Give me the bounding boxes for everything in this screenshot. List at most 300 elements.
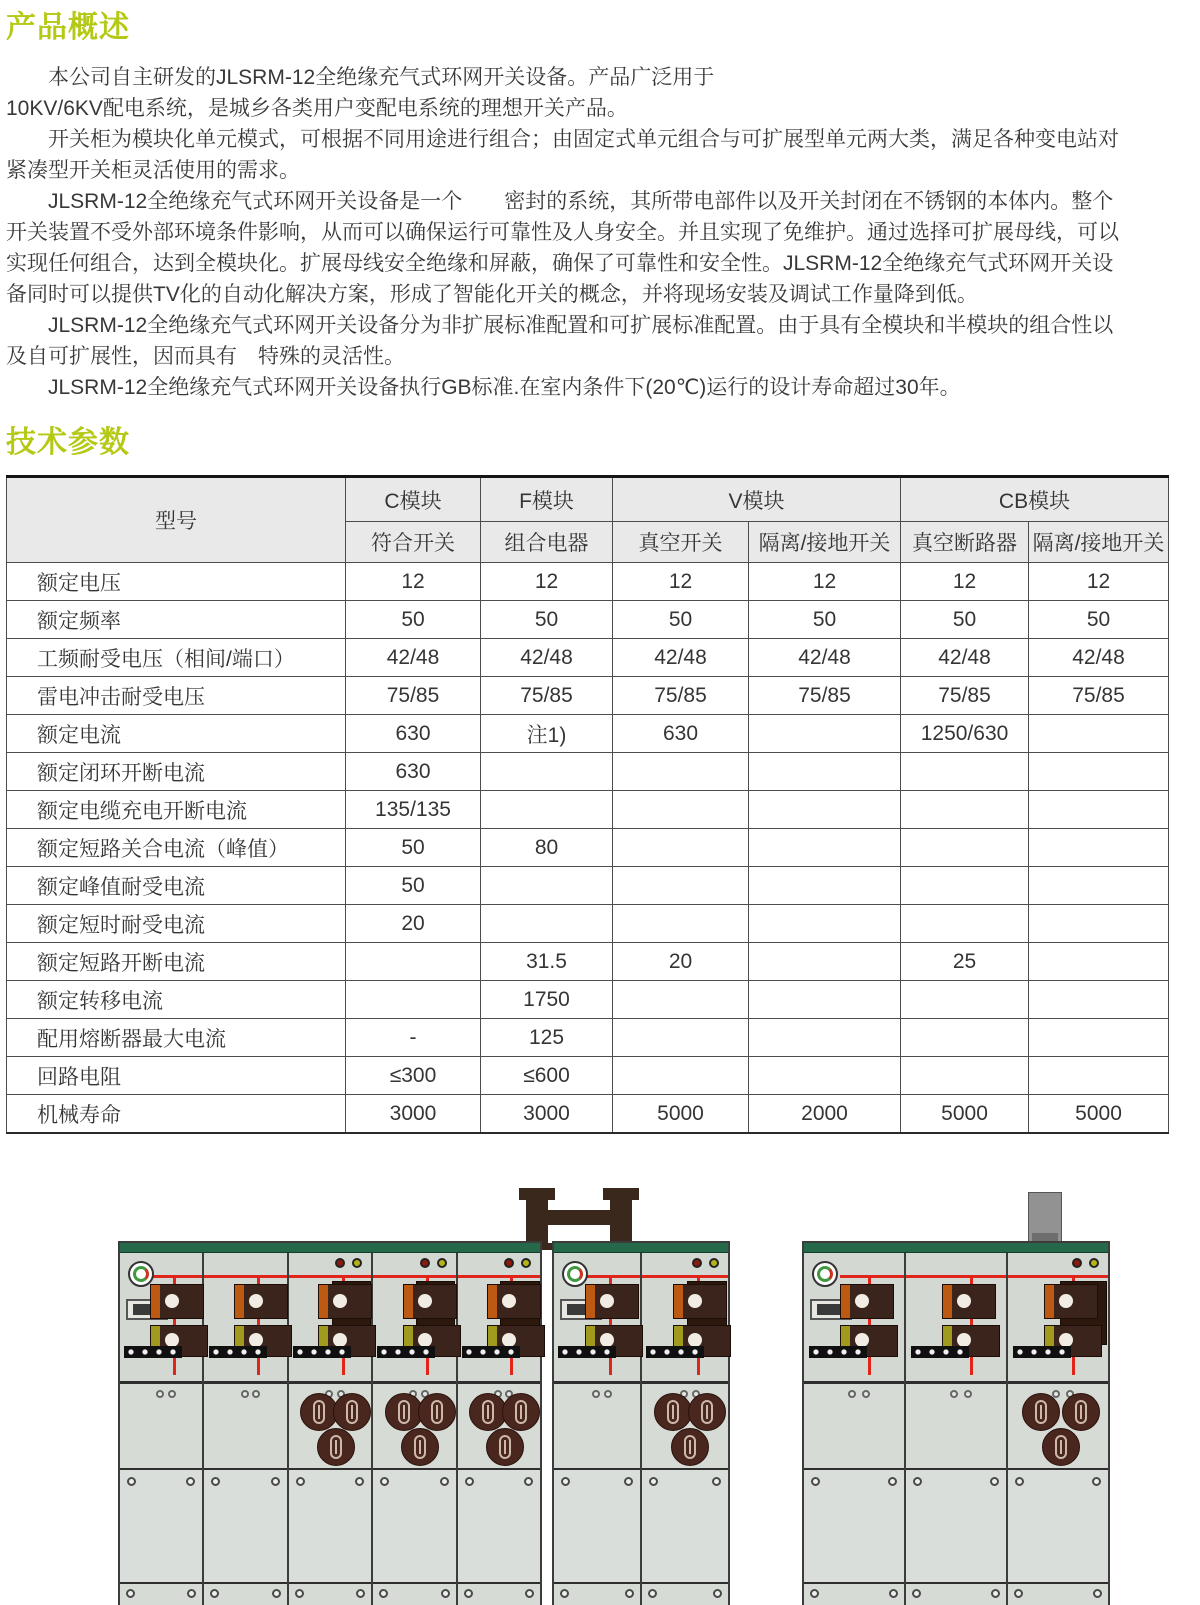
load-switch-icon bbox=[1044, 1284, 1098, 1319]
panel-foot bbox=[204, 1582, 286, 1605]
panel-foot bbox=[554, 1582, 640, 1605]
spec-cell: 20 bbox=[613, 943, 749, 981]
spec-cell: 50 bbox=[613, 601, 749, 639]
screw-icon bbox=[649, 1477, 658, 1486]
fuse-glyph bbox=[346, 1400, 358, 1424]
spec-cell: 25 bbox=[901, 943, 1029, 981]
panel-door bbox=[204, 1470, 286, 1582]
fuse-glyph bbox=[330, 1435, 342, 1459]
spec-cell bbox=[749, 753, 901, 791]
spec-cell: 5000 bbox=[1029, 1095, 1169, 1134]
mimic-bus-line bbox=[840, 1275, 904, 1278]
panel-fuse-area bbox=[289, 1384, 371, 1470]
overview-line: JLSRM-12全绝缘充气式环网开关设备执行GB标准.在室内条件下(20℃)运行的设计寿命超过30年。 bbox=[48, 376, 961, 399]
indicator-red-icon bbox=[335, 1258, 345, 1268]
panel-fuse-area bbox=[642, 1384, 728, 1470]
screw-icon bbox=[888, 1477, 897, 1486]
spec-row-label: 工频耐受电压（相间/端口） bbox=[7, 639, 346, 677]
mimic-bus-line bbox=[1008, 1275, 1108, 1278]
screw-icon bbox=[271, 1477, 280, 1486]
screw-icon bbox=[1015, 1477, 1024, 1486]
load-switch-icon bbox=[487, 1284, 541, 1319]
panel-fuse-area bbox=[204, 1384, 286, 1470]
panel-fuse-area bbox=[458, 1384, 540, 1470]
screw-icon bbox=[625, 1589, 634, 1598]
spec-cell bbox=[613, 1057, 749, 1095]
fuse-bushing-icon bbox=[317, 1428, 355, 1466]
fuse-bushing-icon bbox=[401, 1428, 439, 1466]
overview-line: JLSRM-12全绝缘充气式环网开关设备是一个 密封的系统，其所带电部件以及开关封闭在不锈钢的本体内。整个 bbox=[48, 190, 1114, 213]
spec-cell bbox=[901, 905, 1029, 943]
cabinet-panel bbox=[804, 1253, 904, 1605]
screw-icon bbox=[990, 1477, 999, 1486]
panel-door bbox=[1008, 1470, 1108, 1582]
spec-cell bbox=[749, 829, 901, 867]
panel-door bbox=[554, 1470, 640, 1582]
spec-row-label: 额定峰值耐受电流 bbox=[7, 867, 346, 905]
overview-text bbox=[6, 62, 1168, 403]
fuse-bushing-icon bbox=[654, 1393, 692, 1431]
spec-row-label: 额定闭环开断电流 bbox=[7, 753, 346, 791]
fuse-glyph bbox=[398, 1400, 410, 1424]
terminal-strip bbox=[124, 1346, 182, 1358]
spec-row-label: 雷电冲击耐受电压 bbox=[7, 677, 346, 715]
table-row bbox=[7, 1095, 1169, 1134]
spec-cell bbox=[749, 791, 901, 829]
spec-cell: 12 bbox=[613, 563, 749, 601]
screw-icon bbox=[713, 1589, 722, 1598]
spec-cell: 75/85 bbox=[901, 677, 1029, 715]
screw-icon bbox=[210, 1589, 219, 1598]
fuse-glyph bbox=[482, 1400, 494, 1424]
table-row bbox=[7, 943, 1169, 981]
panel-foot bbox=[289, 1582, 371, 1605]
screw-icon bbox=[440, 1477, 449, 1486]
panel-fuse-area bbox=[554, 1384, 640, 1470]
overview-line: 10KV/6KV配电系统，是城乡各类用户变配电系统的理想开关产品。 bbox=[6, 97, 628, 120]
terminal-strip bbox=[209, 1346, 267, 1358]
spec-cell: 12 bbox=[346, 563, 481, 601]
load-switch-icon bbox=[150, 1284, 204, 1319]
cabinet-top-strip bbox=[554, 1243, 728, 1253]
spec-cell bbox=[613, 1019, 749, 1057]
spec-cell: 5000 bbox=[901, 1095, 1029, 1134]
cabinet-panel bbox=[456, 1253, 540, 1605]
cabinet-panel bbox=[371, 1253, 455, 1605]
product-figure bbox=[6, 1186, 1168, 1605]
spec-cell: 42/48 bbox=[346, 639, 481, 677]
spec-cell: 125 bbox=[481, 1019, 613, 1057]
screw-icon bbox=[441, 1589, 450, 1598]
indicator-green-icon bbox=[437, 1258, 447, 1268]
fuse-glyph bbox=[414, 1435, 426, 1459]
indicator-red-icon bbox=[692, 1258, 702, 1268]
mimic-bus-line bbox=[150, 1275, 203, 1278]
spec-cell: 42/48 bbox=[901, 639, 1029, 677]
screw-icon bbox=[810, 1589, 819, 1598]
table-row bbox=[7, 563, 1169, 601]
vent-hole bbox=[862, 1390, 870, 1398]
col-header-f-module: F模块 bbox=[481, 477, 613, 522]
panel-door bbox=[804, 1470, 904, 1582]
spec-cell: 75/85 bbox=[613, 677, 749, 715]
cabinet-top-strip bbox=[120, 1243, 540, 1253]
terminal-strip bbox=[911, 1346, 969, 1358]
switchgear-cabinet bbox=[552, 1241, 730, 1605]
overview-line: 紧凑型开关柜灵活使用的需求。 bbox=[6, 159, 300, 182]
spec-cell bbox=[613, 791, 749, 829]
fuse-glyph bbox=[1035, 1400, 1047, 1424]
screw-icon bbox=[560, 1589, 569, 1598]
screw-icon bbox=[524, 1477, 533, 1486]
spec-cell: 3000 bbox=[481, 1095, 613, 1134]
load-switch-icon bbox=[318, 1284, 372, 1319]
col-subheader-5: 隔离/接地开关 bbox=[1029, 522, 1169, 563]
spec-cell bbox=[613, 829, 749, 867]
table-row bbox=[7, 981, 1169, 1019]
spec-cell: - bbox=[346, 1019, 481, 1057]
spec-cell: 5000 bbox=[613, 1095, 749, 1134]
screw-icon bbox=[272, 1589, 281, 1598]
indicator-green-icon bbox=[709, 1258, 719, 1268]
spec-row-label: 额定频率 bbox=[7, 601, 346, 639]
overview-paragraph bbox=[6, 62, 1168, 124]
overview-paragraph bbox=[6, 310, 1168, 372]
screw-icon bbox=[712, 1477, 721, 1486]
col-subheader-3: 隔离/接地开关 bbox=[749, 522, 901, 563]
screw-icon bbox=[380, 1477, 389, 1486]
spec-cell: 12 bbox=[481, 563, 613, 601]
screw-icon bbox=[889, 1589, 898, 1598]
cabinet-panels bbox=[554, 1253, 728, 1605]
screw-icon bbox=[912, 1589, 921, 1598]
spec-cell: 630 bbox=[613, 715, 749, 753]
cabinet-panels bbox=[120, 1253, 540, 1605]
fuse-bushing-icon bbox=[333, 1393, 371, 1431]
spec-cell: 75/85 bbox=[346, 677, 481, 715]
panel-foot bbox=[120, 1582, 202, 1605]
switchgear-cabinet bbox=[118, 1241, 542, 1605]
spec-cell bbox=[1029, 1057, 1169, 1095]
spec-cell: 50 bbox=[901, 601, 1029, 639]
table-row bbox=[7, 791, 1169, 829]
spec-cell: 2000 bbox=[749, 1095, 901, 1134]
spec-cell bbox=[481, 867, 613, 905]
fuse-bushing-icon bbox=[1042, 1428, 1080, 1466]
panel-door bbox=[458, 1470, 540, 1582]
panel-foot bbox=[373, 1582, 455, 1605]
section-title-overview: 产品概述 bbox=[6, 11, 130, 44]
spec-row-label: 额定短路开断电流 bbox=[7, 943, 346, 981]
fuse-bushing-icon bbox=[688, 1393, 726, 1431]
spec-cell bbox=[1029, 867, 1169, 905]
screw-icon bbox=[211, 1477, 220, 1486]
indicator-green-icon bbox=[352, 1258, 362, 1268]
fuse-glyph bbox=[684, 1435, 696, 1459]
col-subheader-0: 符合开关 bbox=[346, 522, 481, 563]
overview-line: 实现任何组合，达到全模块化。扩展母线安全绝缘和屏蔽，确保了可靠性和安全性。JLSRM-12全绝缘充气式环网开关设 bbox=[6, 252, 1114, 275]
spec-cell bbox=[1029, 829, 1169, 867]
spec-cell bbox=[1029, 981, 1169, 1019]
col-subheader-2: 真空开关 bbox=[613, 522, 749, 563]
spec-cell: 1750 bbox=[481, 981, 613, 1019]
section-title-specs: 技术参数 bbox=[6, 426, 130, 459]
indicator-red-icon bbox=[420, 1258, 430, 1268]
vent-hole bbox=[252, 1390, 260, 1398]
spec-cell bbox=[481, 791, 613, 829]
cabinet-panel bbox=[904, 1253, 1006, 1605]
spec-cell bbox=[346, 981, 481, 1019]
table-row bbox=[7, 601, 1169, 639]
fuse-glyph bbox=[431, 1400, 443, 1424]
indicator-red-icon bbox=[504, 1258, 514, 1268]
panel-door bbox=[289, 1470, 371, 1582]
table-row bbox=[7, 1057, 1169, 1095]
terminal-strip bbox=[377, 1346, 435, 1358]
spec-table bbox=[6, 475, 1169, 1134]
overview-line: 开关装置不受外部环境条件影响，从而可以确保运行可靠性及人身安全。并且实现了免维护。通过选择可扩展母线，可以 bbox=[6, 221, 1119, 244]
vent-hole bbox=[848, 1390, 856, 1398]
cabinet-panel bbox=[202, 1253, 286, 1605]
spec-cell bbox=[749, 715, 901, 753]
screw-icon bbox=[811, 1477, 820, 1486]
mimic-bus-line bbox=[373, 1275, 455, 1278]
panel-door bbox=[120, 1470, 202, 1582]
spec-cell bbox=[749, 1057, 901, 1095]
col-header-v-module: V模块 bbox=[613, 477, 901, 522]
spec-cell: 注1) bbox=[481, 715, 613, 753]
overview-paragraph bbox=[6, 124, 1168, 186]
col-subheader-4: 真空断路器 bbox=[901, 522, 1029, 563]
fuse-bushing-icon bbox=[1062, 1393, 1100, 1431]
screw-icon bbox=[624, 1477, 633, 1486]
terminal-strip bbox=[1013, 1346, 1071, 1358]
panel-foot bbox=[1008, 1582, 1108, 1605]
fuse-glyph bbox=[1055, 1435, 1067, 1459]
spec-row-label: 回路电阻 bbox=[7, 1057, 346, 1095]
panel-door bbox=[373, 1470, 455, 1582]
table-row bbox=[7, 1019, 1169, 1057]
vent-hole bbox=[168, 1390, 176, 1398]
switchgear-cabinet bbox=[802, 1241, 1110, 1605]
screw-icon bbox=[295, 1589, 304, 1598]
spec-cell bbox=[481, 905, 613, 943]
cabinet-top-strip bbox=[804, 1243, 1108, 1253]
spec-cell: 42/48 bbox=[1029, 639, 1169, 677]
screw-icon bbox=[464, 1589, 473, 1598]
spec-cell bbox=[1029, 715, 1169, 753]
spec-cell: 75/85 bbox=[481, 677, 613, 715]
screw-icon bbox=[296, 1477, 305, 1486]
spec-cell bbox=[1029, 753, 1169, 791]
screw-icon bbox=[991, 1589, 1000, 1598]
terminal-strip bbox=[293, 1346, 351, 1358]
panel-fuse-area bbox=[373, 1384, 455, 1470]
screw-icon bbox=[648, 1589, 657, 1598]
terminal-strip bbox=[462, 1346, 520, 1358]
fuse-glyph bbox=[1075, 1400, 1087, 1424]
spec-cell: 50 bbox=[346, 601, 481, 639]
screw-icon bbox=[1093, 1589, 1102, 1598]
spec-cell bbox=[749, 1019, 901, 1057]
spec-cell: ≤300 bbox=[346, 1057, 481, 1095]
vent-hole bbox=[604, 1390, 612, 1398]
terminal-strip bbox=[809, 1346, 867, 1358]
mimic-bus-line bbox=[585, 1275, 640, 1278]
cabinet-panel bbox=[287, 1253, 371, 1605]
col-header-c-module: C模块 bbox=[346, 477, 481, 522]
panel-mimic bbox=[373, 1253, 455, 1384]
table-row bbox=[7, 715, 1169, 753]
spec-cell: 630 bbox=[346, 715, 481, 753]
load-switch-icon bbox=[234, 1284, 288, 1319]
spec-cell bbox=[346, 943, 481, 981]
table-row bbox=[7, 677, 1169, 715]
table-row bbox=[7, 829, 1169, 867]
spec-cell bbox=[613, 981, 749, 1019]
load-switch-icon bbox=[840, 1284, 894, 1319]
terminal-strip bbox=[558, 1346, 616, 1358]
spec-cell: 50 bbox=[749, 601, 901, 639]
panel-mimic bbox=[804, 1253, 904, 1384]
spec-cell: 12 bbox=[749, 563, 901, 601]
spec-cell: 50 bbox=[346, 829, 481, 867]
panel-foot bbox=[642, 1582, 728, 1605]
col-header-model: 型号 bbox=[7, 477, 346, 563]
indicator-green-icon bbox=[1089, 1258, 1099, 1268]
spec-cell bbox=[749, 867, 901, 905]
fuse-bushing-icon bbox=[1022, 1393, 1060, 1431]
spec-cell bbox=[1029, 1019, 1169, 1057]
panel-foot bbox=[906, 1582, 1006, 1605]
vent-hole bbox=[964, 1390, 972, 1398]
spec-cell: ≤600 bbox=[481, 1057, 613, 1095]
spec-cell bbox=[481, 753, 613, 791]
cabinet-panel bbox=[554, 1253, 640, 1605]
spec-cell: 12 bbox=[1029, 563, 1169, 601]
vent-hole bbox=[950, 1390, 958, 1398]
mimic-bus-line bbox=[289, 1275, 371, 1278]
screw-icon bbox=[126, 1589, 135, 1598]
overview-paragraph bbox=[6, 372, 1168, 403]
fuse-glyph bbox=[499, 1435, 511, 1459]
spec-cell: 3000 bbox=[346, 1095, 481, 1134]
spec-cell: 42/48 bbox=[613, 639, 749, 677]
panel-mimic bbox=[642, 1253, 728, 1384]
screw-icon bbox=[561, 1477, 570, 1486]
fuse-bushing-icon bbox=[502, 1393, 540, 1431]
fuse-glyph bbox=[313, 1400, 325, 1424]
spec-cell bbox=[901, 1019, 1029, 1057]
mimic-bus-line bbox=[204, 1275, 286, 1278]
spec-cell bbox=[1029, 905, 1169, 943]
spec-cell bbox=[613, 867, 749, 905]
load-switch-icon bbox=[403, 1284, 457, 1319]
screw-icon bbox=[127, 1477, 136, 1486]
fuse-glyph bbox=[701, 1400, 713, 1424]
spec-row-label: 额定电缆充电开断电流 bbox=[7, 791, 346, 829]
load-switch-icon bbox=[673, 1284, 727, 1319]
panel-foot bbox=[458, 1582, 540, 1605]
spec-row-label: 配用熔断器最大电流 bbox=[7, 1019, 346, 1057]
spec-cell bbox=[749, 905, 901, 943]
screw-icon bbox=[356, 1589, 365, 1598]
overview-line: 备同时可以提供TV化的自动化解决方案，形成了智能化开关的概念，并将现场安装及调试工作量降到低。 bbox=[6, 283, 978, 306]
spec-row-label: 额定转移电流 bbox=[7, 981, 346, 1019]
cabinet-panels bbox=[804, 1253, 1108, 1605]
spec-cell bbox=[1029, 791, 1169, 829]
overview-line: 开关柜为模块化单元模式，可根据不同用途进行组合；由固定式单元组合与可扩展型单元两大类，满足各种变电站对 bbox=[48, 128, 1119, 151]
screw-icon bbox=[186, 1477, 195, 1486]
spec-row-label: 机械寿命 bbox=[7, 1095, 346, 1134]
spec-row-label: 额定短路关合电流（峰值） bbox=[7, 829, 346, 867]
spec-cell: 50 bbox=[481, 601, 613, 639]
spec-cell: 31.5 bbox=[481, 943, 613, 981]
table-row bbox=[7, 867, 1169, 905]
overview-line: 及自可扩展性，因而具有 特殊的灵活性。 bbox=[6, 345, 405, 368]
spec-cell: 42/48 bbox=[749, 639, 901, 677]
indicator-red-icon bbox=[1072, 1258, 1082, 1268]
spec-cell: 1250/630 bbox=[901, 715, 1029, 753]
spec-cell: 75/85 bbox=[749, 677, 901, 715]
panel-foot bbox=[804, 1582, 904, 1605]
panel-fuse-area bbox=[1008, 1384, 1108, 1470]
panel-mimic bbox=[554, 1253, 640, 1384]
screw-icon bbox=[913, 1477, 922, 1486]
screw-icon bbox=[187, 1589, 196, 1598]
spec-cell bbox=[749, 981, 901, 1019]
indicator-green-icon bbox=[521, 1258, 531, 1268]
spec-cell bbox=[613, 905, 749, 943]
panel-mimic bbox=[120, 1253, 202, 1384]
table-row bbox=[7, 753, 1169, 791]
cable-duct-graphic bbox=[1028, 1192, 1062, 1244]
vent-hole bbox=[592, 1390, 600, 1398]
mimic-bus-line bbox=[642, 1275, 728, 1278]
overview-line: 本公司自主研发的JLSRM-12全绝缘充气式环网开关设备。产品广泛用于 bbox=[48, 66, 715, 89]
spec-cell: 50 bbox=[1029, 601, 1169, 639]
brand-logo-icon bbox=[812, 1261, 838, 1287]
col-subheader-1: 组合电器 bbox=[481, 522, 613, 563]
spec-cell: 135/135 bbox=[346, 791, 481, 829]
spec-cell: 20 bbox=[346, 905, 481, 943]
spec-row-label: 额定电压 bbox=[7, 563, 346, 601]
screw-icon bbox=[1092, 1477, 1101, 1486]
cabinet-panel bbox=[120, 1253, 202, 1605]
spec-cell bbox=[901, 867, 1029, 905]
cabinet-panel bbox=[1006, 1253, 1108, 1605]
panel-door bbox=[906, 1470, 1006, 1582]
terminal-strip bbox=[646, 1346, 704, 1358]
overview-line: JLSRM-12全绝缘充气式环网开关设备分为非扩展标准配置和可扩展标准配置。由于具有全模块和半模块的组合性以 bbox=[48, 314, 1114, 337]
panel-mimic bbox=[289, 1253, 371, 1384]
fuse-bushing-icon bbox=[418, 1393, 456, 1431]
screw-icon bbox=[1014, 1589, 1023, 1598]
overview-paragraph bbox=[6, 186, 1168, 310]
panel-mimic bbox=[1008, 1253, 1108, 1384]
fuse-bushing-icon bbox=[671, 1428, 709, 1466]
spec-cell: 12 bbox=[901, 563, 1029, 601]
spec-cell bbox=[901, 981, 1029, 1019]
table-row bbox=[7, 639, 1169, 677]
col-header-cb-module: CB模块 bbox=[901, 477, 1169, 522]
mimic-bus-line bbox=[458, 1275, 540, 1278]
vent-hole bbox=[156, 1390, 164, 1398]
fuse-glyph bbox=[667, 1400, 679, 1424]
panel-door bbox=[642, 1470, 728, 1582]
panel-mimic bbox=[906, 1253, 1006, 1384]
load-switch-icon bbox=[942, 1284, 996, 1319]
